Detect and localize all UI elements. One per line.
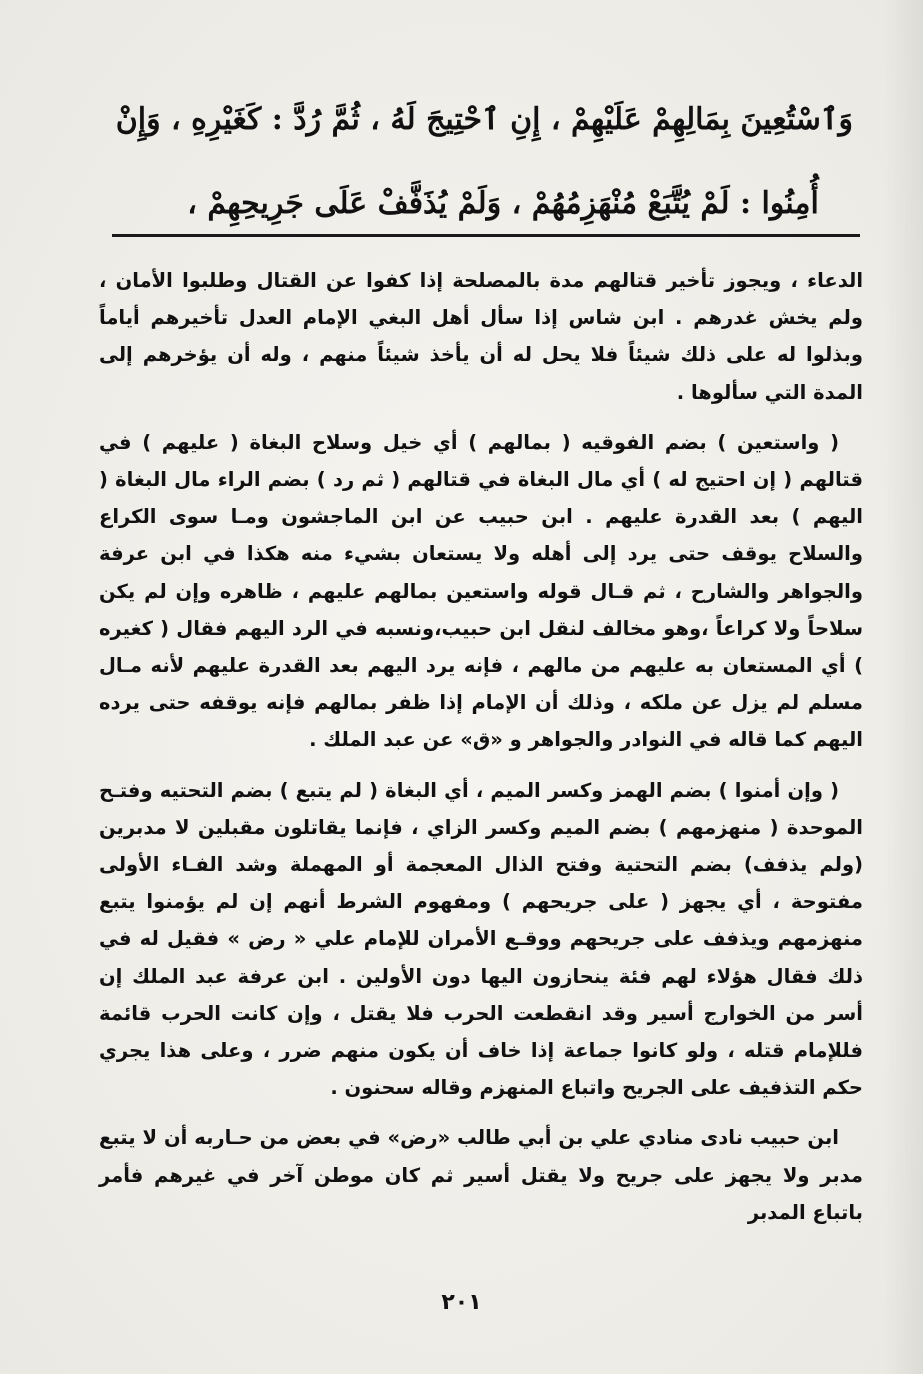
separator-rule	[112, 234, 860, 237]
paragraph-3: ( وإن أمنوا ) بضم الهمز وكسر الميم ، أي البغاة ( لم يتبع ) بضم التحتيه وفتـح الموحدة ( منهزمهم ) بضم الميم وكسر الزاي ، فإنما يقاتلون مقبلين لا مدبرين (ولم يذفف) بضم التحتية وفتح الذال المعجمة أو المهملة وشد الفـاء الأولى مفتوحة ، أي يجهز ( على جريحهم ) ومفهوم الشرط أنهم إن لم يؤمنوا يتبع منهزمهم ويذفف على جريحهم ووقـع الأمران للإمام علي « رض » فقيل له في ذلك فقال هؤلاء لهم فئة ينحازون اليها دون الأولين . ابن عرفة عبد الملك إن أسر من الخوارج أسير وقد انقطعت الحرب فلا يقتل ، وإن كانت الحرب قائمة فللإمام قتله ، ولو كانوا جماعة إذا خاف أن يكون منهم ضرر ، وعلى هذا يجري حكم التذفيف على الجريح واتباع المنهزم وقاله سحنون .	[99, 778, 863, 1100]
paragraph-4: ابن حبيب نادى منادي علي بن أبي طالب «رض» في بعض من حـاربه أن لا يتبع مدبر ولا يجهز على جريح ولا يقتل أسير ثم كان موطن آخر في غيرهم فأمر باتباع المدبر	[99, 1126, 863, 1224]
matn-line-2: أُمِنُوا : لَمْ يُتَّبَعْ مُنْهَزِمُهُمْ ، وَلَمْ يُذَفَّفْ عَلَى جَرِيحِهِمْ ،	[187, 186, 819, 221]
matn-text	[115, 78, 853, 246]
commentary-text	[99, 262, 863, 1244]
paragraph-2: ( واستعين ) بضم الفوقيه ( بمالهم ) أي خيل وسلاح البغاة ( عليهم ) في قتالهم ( إن احتيج له ) أي مال البغاة في قتالهم ( ثم رد ) بضم الراء مال البغاة ( اليهم ) بعد القدرة عليهم . ابن حبيب عن ابن الماجشون ومـا سوى الكراع والسلاح يوقف حتى يرد إلى أهله ولا يستعان بشيء منه هكذا في ابن عرفة والجواهر والشارح ، ثم قـال قوله واستعين بمالهم عليهم ، ظاهره وإن لم يكن سلاحاً ولا كراعاً ،وهو مخالف لنقل ابن حبيب،ونسبه في الرد اليهم فقال ( كغيره ) أي المستعان به عليهم من مالهم ، فإنه يرد اليهم بعد القدرة عليهم لأنه مـال مسلم لم يزل عن ملكه ، وذلك أن الإمام إذا ظفر بمالهم فإنه يوقفه حتى يرده اليهم كما قاله في النوادر والجواهر و «ق» عن عبد الملك .	[99, 430, 863, 752]
matn-line-1: وَٱسْتُعِينَ بِمَالِهِمْ عَلَيْهِمْ ، إِنِ ٱحْتِيجَ لَهُ ، ثُمَّ رُدَّ : كَغَيْرِهِ ، وَإِنْ	[115, 102, 853, 137]
page-edge-shadow	[883, 0, 923, 1374]
paragraph-1: الدعاء ، ويجوز تأخير قتالهم مدة بالمصلحة إذا كفوا عن القتال وطلبوا الأمان ، ولم يخش غدرهم . ابن شاس إذا سأل أهل البغي الإمام العدل تأخيرهم أياماً وبذلوا له على ذلك شيئاً فلا يحل له أن يأخذ شيئاً منهم ، وله أن يؤخرهم إلى المدة التي سألوها .	[99, 269, 863, 404]
page-number: ٢٠١	[441, 1290, 482, 1315]
